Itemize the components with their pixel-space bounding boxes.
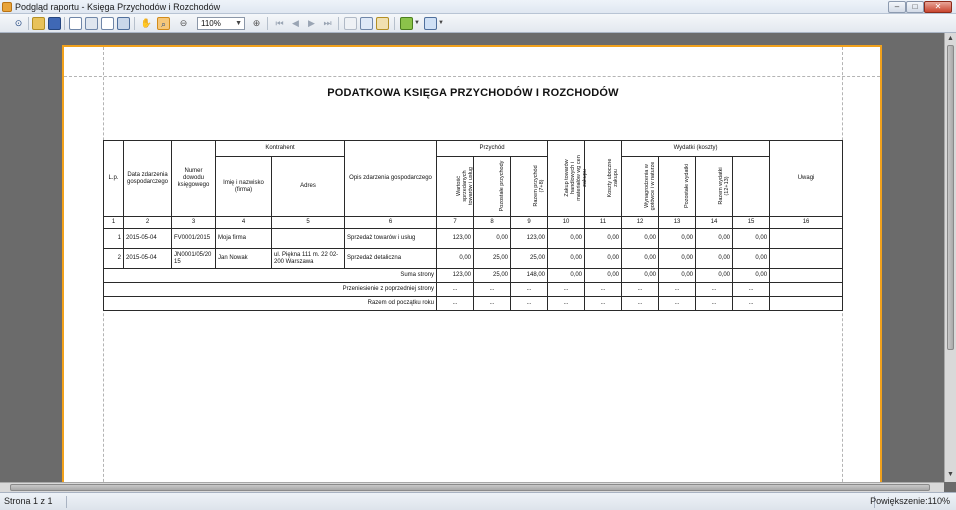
cell-date: 2015-05-04 bbox=[124, 249, 172, 269]
export-icon[interactable] bbox=[117, 17, 130, 30]
app-icon bbox=[2, 2, 12, 12]
magnifier-icon[interactable]: ⌕ bbox=[157, 17, 170, 30]
save-icon[interactable] bbox=[48, 17, 61, 30]
year-total-row bbox=[104, 297, 843, 311]
cell-value: ... bbox=[511, 283, 548, 297]
page-color-icon[interactable] bbox=[360, 17, 373, 30]
page-setup-icon[interactable] bbox=[69, 17, 82, 30]
header-name: Imię i nazwisko (firma) bbox=[216, 157, 272, 217]
first-page-icon[interactable]: ⏮ bbox=[275, 18, 284, 28]
scroll-down-icon[interactable]: ▼ bbox=[947, 471, 954, 478]
column-number: 5 bbox=[272, 217, 345, 229]
scroll-thumb[interactable] bbox=[947, 45, 954, 350]
cell-value: 148,00 bbox=[511, 269, 548, 283]
chevron-down-icon: ▼ bbox=[235, 20, 242, 27]
column-number: 12 bbox=[622, 217, 659, 229]
cell-value: 0,00 bbox=[659, 249, 696, 269]
cell-value: ... bbox=[659, 297, 696, 311]
cell-remarks bbox=[770, 283, 843, 297]
column-number: 8 bbox=[474, 217, 511, 229]
column-number: 1 bbox=[104, 217, 124, 229]
cell-doc: FV0001/2015 bbox=[172, 229, 216, 249]
header-purchase: Zakup towarów handlowych i materiałów wg cen zakupu bbox=[548, 141, 585, 217]
cell-value: ... bbox=[585, 283, 622, 297]
cell-remarks bbox=[770, 297, 843, 311]
cell-value: 0,00 bbox=[474, 229, 511, 249]
cell-value: ... bbox=[437, 283, 474, 297]
toolbar-separator bbox=[134, 17, 135, 30]
cell-value: 0,00 bbox=[696, 249, 733, 269]
horizontal-scrollbar[interactable] bbox=[0, 482, 944, 492]
maximize-button[interactable]: □ bbox=[906, 1, 924, 13]
cell-value: 0,00 bbox=[659, 229, 696, 249]
cell-value: 0,00 bbox=[659, 269, 696, 283]
header-total-expenses: Razem wydatki (12+13) bbox=[696, 157, 733, 217]
export-dropdown-icon[interactable] bbox=[400, 17, 413, 30]
carry-over-row bbox=[104, 283, 843, 297]
column-number: 3 bbox=[172, 217, 216, 229]
cell-value: ... bbox=[585, 297, 622, 311]
header-address: Adres bbox=[272, 157, 345, 217]
zoom-in-icon[interactable]: ⊕ bbox=[252, 18, 261, 28]
cell-value: ... bbox=[548, 297, 585, 311]
cell-doc: JN0001/05/2015 bbox=[172, 249, 216, 269]
header-incidental-costs: Koszty uboczne zakupu bbox=[585, 141, 622, 217]
binoculars-icon[interactable]: ⊙ bbox=[14, 18, 23, 28]
report-viewer[interactable] bbox=[0, 33, 944, 482]
multiple-pages-icon[interactable] bbox=[344, 17, 357, 30]
column-number: 13 bbox=[659, 217, 696, 229]
cell-value: 0,00 bbox=[437, 249, 474, 269]
cell-desc: Sprzedaż towarów i usług bbox=[345, 229, 437, 249]
header-doc-number: Numer dowodu księgowego bbox=[172, 141, 216, 217]
cell-value: 0,00 bbox=[585, 249, 622, 269]
header-contractor: Kontrahent bbox=[216, 141, 345, 157]
status-bar bbox=[0, 492, 956, 510]
cell-value: ... bbox=[659, 283, 696, 297]
cell-address bbox=[272, 229, 345, 249]
cell-value: ... bbox=[548, 283, 585, 297]
toolbar-separator bbox=[394, 17, 395, 30]
zoom-indicator: Powiększenie:110% bbox=[870, 496, 950, 506]
hand-icon[interactable]: ✋ bbox=[140, 18, 153, 28]
cell-value: ... bbox=[733, 283, 770, 297]
column-number: 11 bbox=[585, 217, 622, 229]
print-icon[interactable] bbox=[85, 17, 98, 30]
cell-value: 0,00 bbox=[585, 269, 622, 283]
cell-value: ... bbox=[733, 297, 770, 311]
column-number: 10 bbox=[548, 217, 585, 229]
cell-value: 0,00 bbox=[622, 249, 659, 269]
year-total-label: Razem od początku roku bbox=[104, 297, 437, 311]
header-col-15 bbox=[733, 157, 770, 217]
header-total-income: Razem przychód (7+8) bbox=[511, 157, 548, 217]
cell-value: 25,00 bbox=[511, 249, 548, 269]
column-number: 16 bbox=[770, 217, 843, 229]
header-wages: Wynagrodzenia w gotówce i w naturze bbox=[622, 157, 659, 217]
margin-guide bbox=[64, 76, 880, 77]
cell-value: ... bbox=[696, 283, 733, 297]
cell-value: 25,00 bbox=[474, 269, 511, 283]
column-number-row bbox=[104, 217, 843, 229]
cell-value: 123,00 bbox=[511, 229, 548, 249]
ledger-table bbox=[103, 140, 843, 311]
cell-value: ... bbox=[474, 297, 511, 311]
close-button[interactable]: ✕ bbox=[924, 1, 952, 13]
scroll-up-icon[interactable]: ▲ bbox=[947, 35, 954, 42]
minimize-button[interactable]: – bbox=[888, 1, 906, 13]
previous-page-icon[interactable]: ◀ bbox=[292, 18, 299, 28]
page-sum-label: Suma strony bbox=[104, 269, 437, 283]
header-description: Opis zdarzenia gospodarczego bbox=[345, 141, 437, 217]
vertical-scrollbar[interactable] bbox=[944, 33, 956, 482]
cell-value: ... bbox=[622, 283, 659, 297]
window-title: Podgląd raportu - Księga Przychodów i Rozchodów bbox=[15, 2, 221, 12]
open-folder-icon[interactable] bbox=[32, 17, 45, 30]
cell-name: Moja firma bbox=[216, 229, 272, 249]
cell-value: 123,00 bbox=[437, 229, 474, 249]
cell-value: 0,00 bbox=[548, 269, 585, 283]
table-row bbox=[104, 249, 843, 269]
cell-remarks bbox=[770, 269, 843, 283]
report-page bbox=[62, 45, 882, 495]
column-number: 6 bbox=[345, 217, 437, 229]
quick-print-icon[interactable] bbox=[101, 17, 114, 30]
column-number: 7 bbox=[437, 217, 474, 229]
column-number: 9 bbox=[511, 217, 548, 229]
header-row bbox=[104, 141, 843, 157]
cell-value: 0,00 bbox=[548, 249, 585, 269]
cell-address: ul. Piękna 111 m. 22 02-200 Warszawa bbox=[272, 249, 345, 269]
column-number: 14 bbox=[696, 217, 733, 229]
header-lp: L.p. bbox=[104, 141, 124, 217]
header-other-expenses: Pozostałe wydatki bbox=[659, 157, 696, 217]
title-bar bbox=[0, 0, 956, 14]
header-sales-value: Wartość sprzedanych towarów i usług bbox=[437, 157, 474, 217]
toolbar-separator bbox=[338, 17, 339, 30]
column-number: 4 bbox=[216, 217, 272, 229]
cell-value: 0,00 bbox=[548, 229, 585, 249]
watermark-icon[interactable] bbox=[376, 17, 389, 30]
cell-value: 0,00 bbox=[622, 229, 659, 249]
cell-value: 0,00 bbox=[733, 229, 770, 249]
chevron-down-icon[interactable]: ▼ bbox=[414, 20, 420, 26]
cell-name: Jan Nowak bbox=[216, 249, 272, 269]
cell-remarks bbox=[770, 229, 843, 249]
cell-value: ... bbox=[437, 297, 474, 311]
cell-value: 0,00 bbox=[696, 269, 733, 283]
cell-value: 0,00 bbox=[622, 269, 659, 283]
cell-value: 25,00 bbox=[474, 249, 511, 269]
cell-value: 0,00 bbox=[733, 269, 770, 283]
header-income: Przychód bbox=[437, 141, 548, 157]
report-title: PODATKOWA KSIĘGA PRZYCHODÓW I ROZCHODÓW bbox=[327, 87, 619, 99]
cell-value: 123,00 bbox=[437, 269, 474, 283]
zoom-value: 110% bbox=[201, 19, 221, 28]
column-number: 2 bbox=[124, 217, 172, 229]
cell-value: ... bbox=[474, 283, 511, 297]
carry-over-label: Przeniesienie z poprzedniej strony bbox=[104, 283, 437, 297]
status-separator bbox=[66, 496, 67, 508]
zoom-select[interactable] bbox=[197, 17, 245, 30]
cell-value: 0,00 bbox=[733, 249, 770, 269]
page-indicator: Strona 1 z 1 bbox=[4, 496, 53, 506]
cell-value: ... bbox=[696, 297, 733, 311]
zoom-out-icon[interactable]: ⊖ bbox=[179, 18, 188, 28]
next-page-icon[interactable]: ▶ bbox=[308, 18, 315, 28]
table-row bbox=[104, 229, 843, 249]
header-remarks: Uwagi bbox=[770, 141, 843, 217]
chevron-down-icon[interactable]: ▼ bbox=[438, 20, 444, 26]
cell-value: ... bbox=[511, 297, 548, 311]
scroll-thumb[interactable] bbox=[10, 484, 930, 491]
cell-value: 0,00 bbox=[696, 229, 733, 249]
toolbar-separator bbox=[28, 17, 29, 30]
toolbar-separator bbox=[267, 17, 268, 30]
page-sum-row bbox=[104, 269, 843, 283]
cell-value: 0,00 bbox=[585, 229, 622, 249]
toolbar-separator bbox=[64, 17, 65, 30]
column-number: 15 bbox=[733, 217, 770, 229]
cell-date: 2015-05-04 bbox=[124, 229, 172, 249]
email-dropdown-icon[interactable] bbox=[424, 17, 437, 30]
cell-desc: Sprzedaż detaliczna bbox=[345, 249, 437, 269]
cell-lp: 1 bbox=[104, 229, 124, 249]
header-other-income: Pozostałe przychody bbox=[474, 157, 511, 217]
header-date: Data zdarzenia gospodarczego bbox=[124, 141, 172, 217]
cell-value: ... bbox=[622, 297, 659, 311]
cell-remarks bbox=[770, 249, 843, 269]
header-expenses: Wydatki (koszty) bbox=[622, 141, 770, 157]
cell-lp: 2 bbox=[104, 249, 124, 269]
toolbar bbox=[0, 14, 956, 33]
last-page-icon[interactable]: ⏭ bbox=[323, 18, 332, 28]
